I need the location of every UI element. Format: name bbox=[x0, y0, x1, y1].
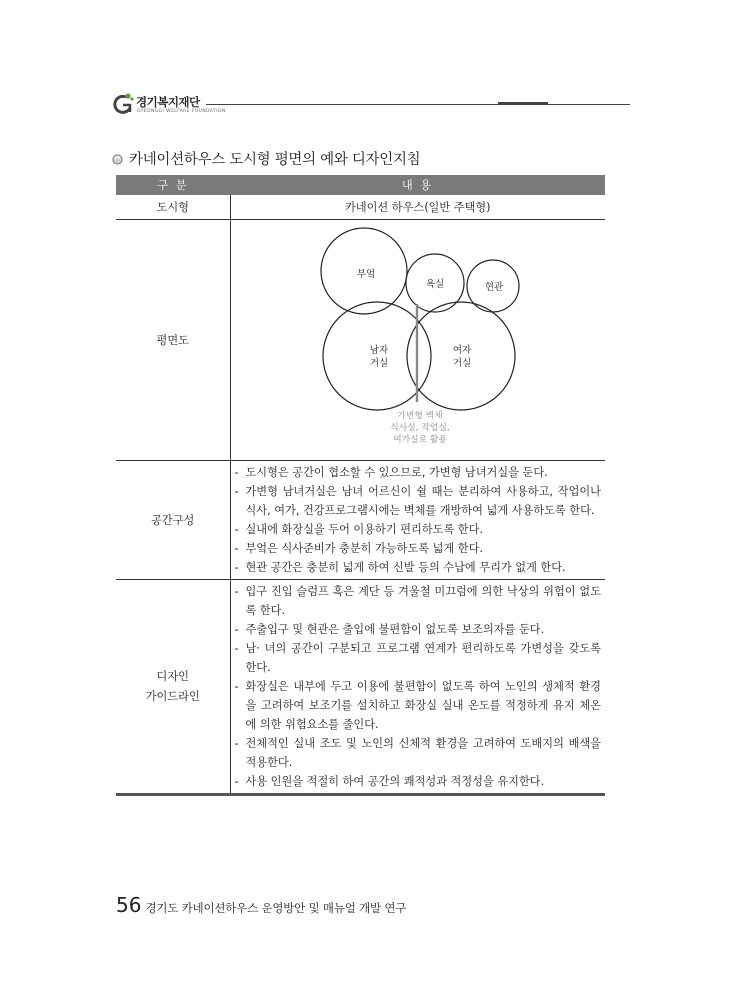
room-label-male: 남자 bbox=[369, 345, 388, 356]
row-category-type: 도시형 bbox=[116, 195, 230, 220]
guideline-label-line1: 디자인 bbox=[156, 669, 189, 683]
room-label-female: 여자 bbox=[452, 345, 471, 356]
bullet-icon bbox=[112, 154, 123, 165]
row-category-floorplan: 평면도 bbox=[116, 220, 230, 461]
list-item: - 사용 인원을 적절히 하여 공간의 쾌적성과 적정성을 유지한다. bbox=[235, 772, 602, 791]
list-item: - 부엌은 식사준비가 충분히 가능하도록 넓게 한다. bbox=[235, 539, 602, 558]
room-label-entrance: 현관 bbox=[484, 282, 503, 293]
row-content-space bbox=[230, 461, 605, 580]
design-guideline-table bbox=[116, 175, 605, 796]
list-item: - 화장실은 내부에 두고 이용에 불편함이 없도록 하여 노인의 생체적 환경을 고려하여 보조기를 설치하고 화장실 실내 온도를 적정하게 유지 체온에 의한 위험요소를 줄인다. bbox=[235, 677, 602, 734]
page-footer bbox=[116, 893, 406, 917]
table-row-type bbox=[116, 195, 605, 220]
logo-name: 경기복지재단 bbox=[136, 95, 200, 109]
space-item-list bbox=[231, 461, 606, 579]
row-content-type: 카네이션 하우스(일반 주택형) bbox=[230, 195, 605, 220]
list-item: - 현관 공간은 충분히 넓게 하여 신발 등의 수납에 무리가 없게 한다. bbox=[235, 558, 602, 577]
logo-subtitle: GYEONGGI WELFARE FOUNDATION bbox=[137, 109, 226, 114]
table-row-space bbox=[116, 461, 605, 580]
section-title bbox=[112, 148, 420, 169]
wall-note-line3: 여가실로 활용 bbox=[392, 435, 447, 445]
list-item: - 가변형 남녀거실은 남녀 어르신이 쉴 때는 분리하여 사용하고, 작업이나 식사, 여가, 건강프로그램시에는 벽체를 개방하여 넓게 사용하도록 한다. bbox=[235, 482, 602, 520]
row-category-space: 공간구성 bbox=[116, 461, 230, 580]
running-header bbox=[112, 90, 630, 120]
list-item: - 도시형은 공간이 협소할 수 있으므로, 가변형 남녀거실을 둔다. bbox=[235, 463, 602, 482]
list-item: - 전체적인 실내 조도 및 노인의 신체적 환경을 고려하여 도배지의 배색을 적용한다. bbox=[235, 734, 602, 772]
list-item: - 실내에 화장실을 두어 이용하기 편리하도록 한다. bbox=[235, 520, 602, 539]
floorplan-diagram bbox=[231, 220, 606, 460]
wall-note-line1: 가변형 벽체 bbox=[396, 411, 443, 421]
foundation-logo-icon bbox=[112, 92, 134, 116]
room-label-female-living: 거실 bbox=[452, 358, 471, 369]
list-item: - 주출입구 및 현관은 출입에 불편함이 없도록 보조의자를 둔다. bbox=[235, 620, 602, 639]
row-content-guideline bbox=[230, 580, 605, 795]
table-row-guideline bbox=[116, 580, 605, 795]
list-item: - 남· 녀의 공간이 구분되고 프로그램 연계가 편리하도록 가변성을 갖도록 한다. bbox=[235, 639, 602, 677]
guideline-item-list bbox=[231, 580, 606, 793]
page-number: 56 bbox=[116, 893, 142, 917]
table-header-row bbox=[116, 175, 605, 195]
report-title: 경기도 카네이션하우스 운영방안 및 매뉴얼 개발 연구 bbox=[145, 901, 407, 915]
wall-note-line2: 식사실, 작업실, bbox=[389, 423, 450, 433]
room-label-kitchen: 부엌 bbox=[356, 269, 375, 280]
guideline-label-line2: 가이드라인 bbox=[145, 689, 200, 703]
header-rule-accent bbox=[498, 102, 548, 104]
header-rule bbox=[206, 104, 630, 105]
row-category-guideline bbox=[116, 580, 230, 795]
list-item: - 입구 진입 슬럼프 혹은 계단 등 겨울철 미끄럼에 의한 낙상의 위험이 없도록 한다. bbox=[235, 582, 602, 620]
header-category: 구 분 bbox=[116, 175, 230, 195]
header-content: 내 용 bbox=[230, 175, 605, 195]
row-content-floorplan bbox=[230, 220, 605, 461]
female-living-circle bbox=[407, 302, 515, 410]
table-row-floorplan bbox=[116, 220, 605, 461]
room-label-male-living: 거실 bbox=[369, 358, 388, 369]
male-living-circle bbox=[323, 302, 431, 410]
room-label-bathroom: 욕실 bbox=[425, 279, 444, 290]
section-title-text: 카네이션하우스 도시형 평면의 예와 디자인지침 bbox=[129, 152, 421, 168]
